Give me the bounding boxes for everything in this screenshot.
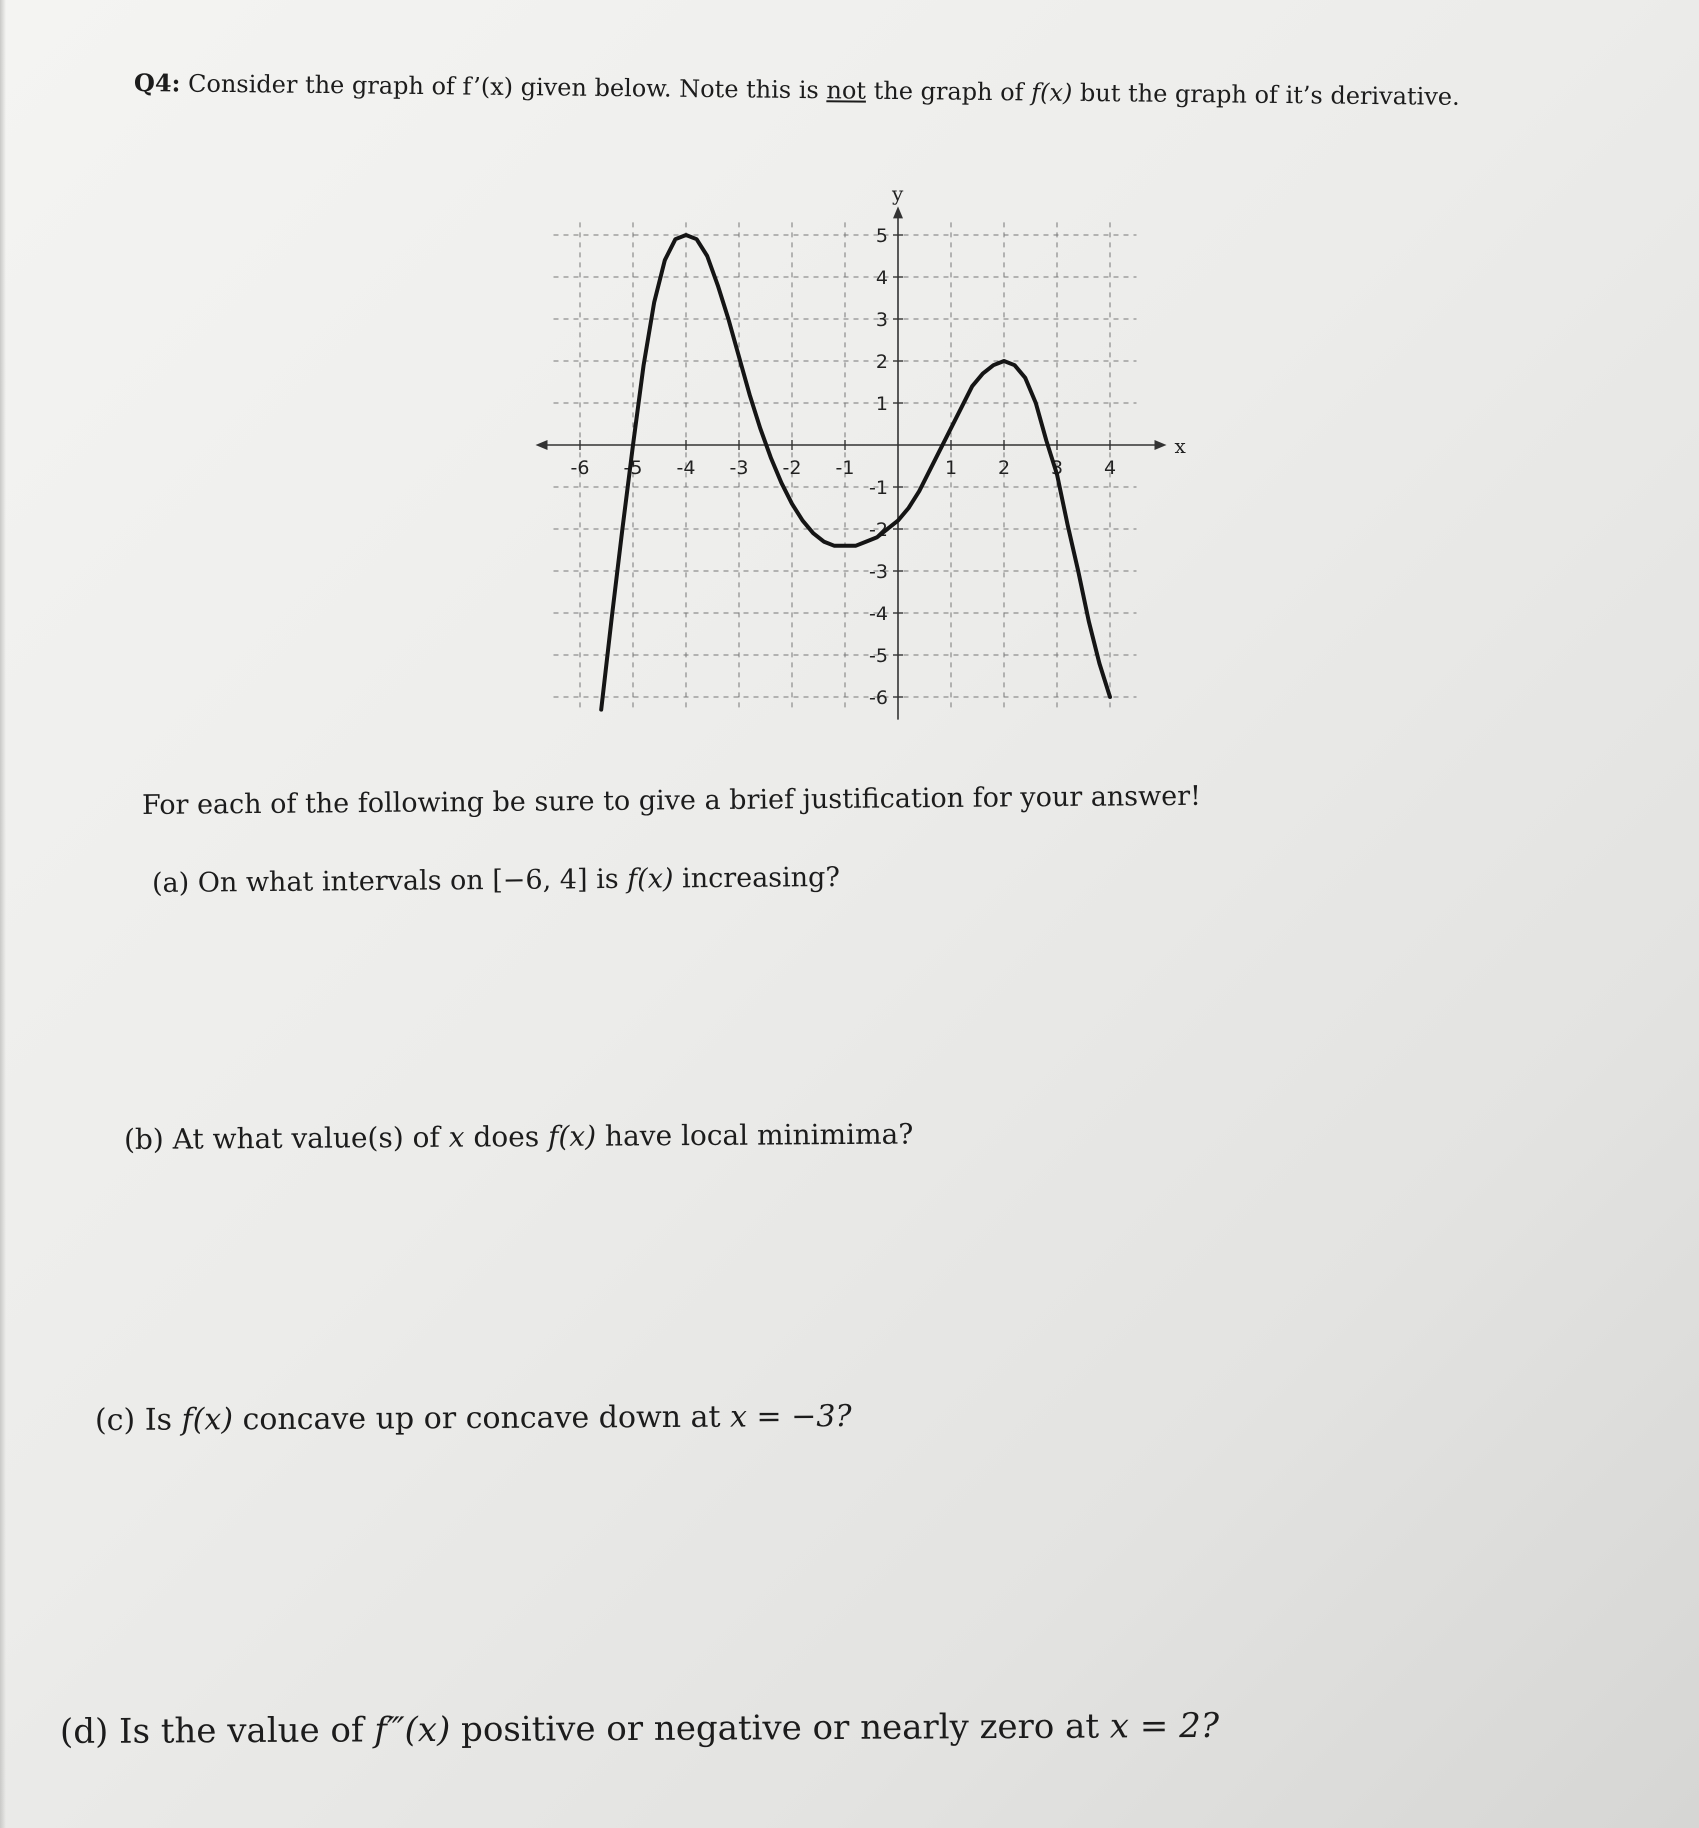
instructions: For each of the following be sure to give a brief justification for your answer! [141,780,1202,821]
part-c-label: (c) [94,1402,136,1438]
x-tick-label: -6 [570,457,590,479]
page-edge-shadow [0,0,6,1828]
y-axis-label: y [892,181,904,206]
part-b-mid: does [473,1120,540,1154]
x-tick-label: -1 [835,457,855,479]
part-b-fx: f(x) [547,1119,597,1154]
part-d-label: (d) [59,1711,109,1752]
x-tick-label: -5 [623,457,643,479]
part-d-mid: positive or negative or nearly zero at [461,1706,1100,1750]
part-a-interval: [−6, 4] [492,864,588,897]
y-tick-label: 1 [875,393,888,415]
x-tick-label: 3 [1050,457,1064,479]
y-tick-label: 2 [875,351,888,373]
y-tick-label: -5 [869,645,888,667]
part-c-mid: concave up or concave down at [242,1399,721,1438]
question-text-after: but the graph of it’s derivative. [1079,78,1460,111]
x-axis-arrow [1155,440,1167,450]
question-header [134,68,1460,111]
part-c-pre: Is [144,1402,173,1438]
x-axis-label: x [1174,434,1186,458]
x-axis-arrow-left [536,440,548,450]
part-d-fx: f‴(x) [374,1709,451,1751]
part-a [152,862,840,899]
y-tick-label: 4 [875,267,888,289]
x-tick-label: -4 [676,457,696,479]
y-tick-label: -3 [869,561,888,583]
x-tick-label: -2 [782,457,802,479]
part-a-pre: On what intervals on [197,865,484,899]
part-b-x: x [448,1120,465,1154]
part-d [60,1706,1219,1752]
y-tick-label: -1 [869,477,888,499]
y-tick-label: -2 [869,519,888,541]
part-a-fx: f(x) [627,863,674,895]
part-c-eq: x = −3? [729,1399,852,1435]
part-b-pre: At what value(s) of [172,1120,440,1156]
y-tick-label: -6 [869,687,888,709]
part-a-label: (a) [151,867,190,899]
y-tick-label: -4 [869,603,888,625]
x-tick-label: 2 [997,457,1011,479]
part-a-mid: is [595,863,619,896]
question-text-middle: the graph of [873,76,1024,107]
x-tick-label: 1 [944,457,958,479]
question-text-before: Consider the graph of f’(x) given below. Note this is [187,69,819,105]
question-number: Q4: [133,68,181,98]
question-fx: f(x) [1031,78,1073,107]
derivative-graph [560,175,1186,765]
part-b [124,1117,914,1156]
part-b-label: (b) [123,1122,164,1156]
part-c-fx: f(x) [181,1402,234,1438]
question-underlined-word: not [826,76,867,105]
y-tick-label: 3 [875,309,888,331]
y-axis-arrow [893,206,903,218]
part-d-pre: Is the value of [119,1710,364,1752]
y-tick-label: 5 [875,225,888,247]
x-tick-label: 4 [1103,457,1117,479]
part-b-post: have local minimima? [604,1117,914,1153]
part-d-eq: x = 2? [1109,1705,1220,1747]
part-a-post: increasing? [681,861,841,895]
part-c [95,1399,852,1438]
x-tick-label: -3 [729,457,749,479]
